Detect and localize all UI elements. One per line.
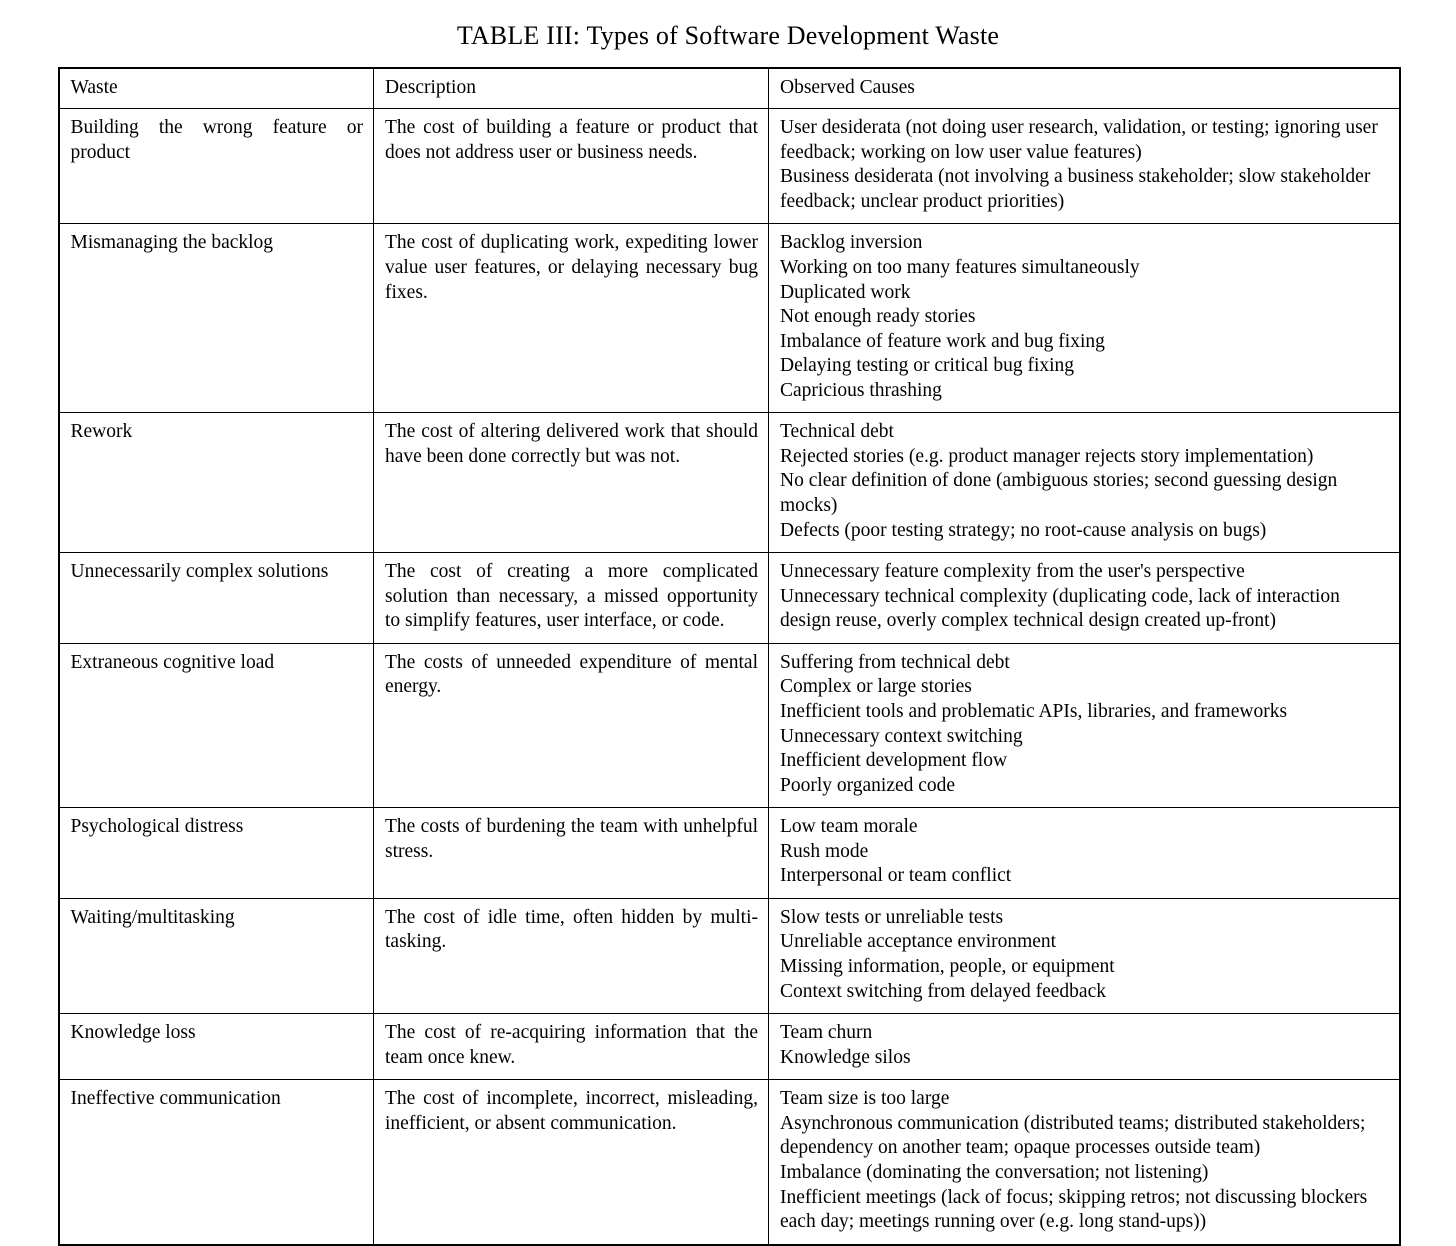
waste-name-cell xyxy=(59,898,374,1013)
waste-description-text: The cost of building a feature or product that does not address user or business needs. xyxy=(385,117,758,163)
waste-name-text: Unnecessarily complex solutions xyxy=(70,561,329,583)
observed-cause-item: Defects (poor testing strategy; no root-cause analysis on bugs) xyxy=(780,519,1267,541)
observed-cause-item: Backlog inversion xyxy=(780,232,923,254)
observed-cause-item: Asynchronous communication (distributed teams; distributed stakeholders; dependency on another team; opaque processes outside team) xyxy=(780,1112,1366,1159)
waste-description-text: The costs of unneeded expenditure of mental energy. xyxy=(385,651,758,698)
column-header-waste: Waste xyxy=(59,68,374,109)
observed-cause-item: Rejected stories (e.g. product manager rejects story implementation) xyxy=(780,445,1314,467)
waste-description-cell xyxy=(374,1080,769,1245)
table-row xyxy=(59,1014,1400,1080)
observed-cause-item: Delaying testing or critical bug fixing xyxy=(780,355,1075,377)
waste-name-text: Psychological distress xyxy=(70,816,244,838)
observed-cause-item: Unnecessary feature complexity from the user's perspective xyxy=(780,561,1245,583)
column-header-causes: Observed Causes xyxy=(769,68,1400,109)
table-row xyxy=(59,808,1400,899)
waste-description-cell xyxy=(374,413,769,553)
table-body xyxy=(59,109,1400,1245)
observed-cause-item: Slow tests or unreliable tests xyxy=(780,906,1004,928)
software-development-waste-table xyxy=(58,67,1401,1246)
observed-cause-item: Low team morale xyxy=(780,816,918,838)
observed-cause-item: Imbalance of feature work and bug fixing xyxy=(780,330,1105,352)
observed-cause-item: Inefficient development flow xyxy=(780,750,1008,772)
observed-cause-item: Duplicated work xyxy=(780,281,911,303)
waste-description-cell xyxy=(374,643,769,807)
waste-description-cell xyxy=(374,898,769,1013)
observed-causes-cell xyxy=(769,898,1400,1013)
observed-cause-item: Not enough ready stories xyxy=(780,306,976,328)
observed-cause-item: Unnecessary technical complexity (duplicating code, lack of interaction design reuse, overly complex technical design created up-front) xyxy=(780,585,1340,632)
waste-description-text: The cost of duplicating work, expediting lower value user features, or delaying necessary bug fixes. xyxy=(385,232,758,303)
observed-cause-item: Imbalance (dominating the conversation; not listening) xyxy=(780,1161,1209,1183)
observed-cause-item: Rush mode xyxy=(780,840,869,862)
waste-name-cell xyxy=(59,1080,374,1245)
waste-description-cell xyxy=(374,109,769,224)
table-caption: TABLE III: Types of Software Development Waste xyxy=(456,21,1000,50)
table-row xyxy=(59,898,1400,1013)
observed-cause-item: No clear definition of done (ambiguous stories; second guessing design mocks) xyxy=(780,470,1338,517)
waste-name-cell xyxy=(59,553,374,644)
waste-name-text: Extraneous cognitive load xyxy=(70,651,275,673)
observed-cause-item: Poorly organized code xyxy=(780,774,956,796)
observed-causes-cell xyxy=(769,643,1400,807)
header-row xyxy=(59,68,1400,109)
waste-name-cell xyxy=(59,808,374,899)
waste-description-text: The cost of creating a more complicated solution than necessary, a missed opportunity to simplify features, user interface, or code. xyxy=(385,561,758,632)
observed-cause-item: Technical debt xyxy=(780,421,894,443)
observed-causes-cell xyxy=(769,808,1400,899)
waste-name-cell xyxy=(59,643,374,807)
waste-description-text: The costs of burdening the team with unhelpful stress. xyxy=(385,816,758,862)
waste-description-text: The cost of incomplete, incorrect, misleading, inefficient, or absent communication. xyxy=(385,1088,758,1134)
table-row xyxy=(59,553,1400,644)
table-row xyxy=(59,413,1400,553)
waste-description-cell xyxy=(374,553,769,644)
observed-causes-cell xyxy=(769,1014,1400,1080)
observed-cause-item: Team size is too large xyxy=(780,1088,950,1110)
observed-cause-item: Team churn xyxy=(780,1022,873,1044)
table-row xyxy=(59,224,1400,413)
waste-name-text: Rework xyxy=(70,421,133,443)
observed-cause-item: Unreliable acceptance environment xyxy=(780,931,1057,953)
waste-name-cell xyxy=(59,224,374,413)
observed-cause-item: Suffering from technical debt xyxy=(780,651,1010,673)
table-row xyxy=(59,109,1400,224)
waste-name-cell xyxy=(59,109,374,224)
observed-cause-item: Knowledge silos xyxy=(780,1046,911,1068)
observed-cause-item: Context switching from delayed feedback xyxy=(780,980,1106,1002)
observed-cause-item: Inefficient meetings (lack of focus; skipping retros; not discussing blockers each day; meetings running over (e.g. long stand-ups)) xyxy=(780,1186,1368,1233)
observed-cause-item: Missing information, people, or equipment xyxy=(780,956,1115,978)
waste-description-text: The cost of re-acquiring information that the team once knew. xyxy=(385,1022,758,1068)
observed-cause-item: Capricious thrashing xyxy=(780,379,942,401)
observed-cause-item: Unnecessary context switching xyxy=(780,725,1023,747)
observed-cause-item: Inefficient tools and problematic APIs, libraries, and frameworks xyxy=(780,700,1288,722)
table-row xyxy=(59,1080,1400,1245)
observed-cause-item: User desiderata (not doing user research, validation, or testing; ignoring user feedback; working on low user value features) xyxy=(780,117,1378,163)
observed-causes-cell xyxy=(769,224,1400,413)
observed-causes-cell xyxy=(769,109,1400,224)
waste-description-text: The cost of altering delivered work that should have been done correctly but was not. xyxy=(385,421,758,467)
waste-name-text: Mismanaging the backlog xyxy=(70,232,274,254)
observed-causes-cell xyxy=(769,413,1400,553)
observed-cause-item: Complex or large stories xyxy=(780,676,972,698)
table-row xyxy=(59,643,1400,807)
waste-description-cell xyxy=(374,224,769,413)
observed-cause-item: Working on too many features simultaneously xyxy=(780,256,1140,278)
waste-name-text: Knowledge loss xyxy=(70,1022,196,1044)
waste-name-text: Building the wrong feature or product xyxy=(70,117,363,163)
waste-name-cell xyxy=(59,1014,374,1080)
waste-description-cell xyxy=(374,1014,769,1080)
waste-name-text: Waiting/multitasking xyxy=(70,906,235,928)
waste-description-text: The cost of idle time, often hidden by multi-tasking. xyxy=(385,906,758,953)
column-header-description: Description xyxy=(374,68,769,109)
observed-causes-cell xyxy=(769,553,1400,644)
waste-name-cell xyxy=(59,413,374,553)
table-container xyxy=(58,67,1399,1246)
observed-causes-cell xyxy=(769,1080,1400,1245)
waste-name-text: Ineffective communication xyxy=(70,1088,281,1110)
table-header xyxy=(59,68,1400,109)
observed-cause-item: Interpersonal or team conflict xyxy=(780,865,1012,887)
observed-cause-item: Business desiderata (not involving a business stakeholder; slow stakeholder feedback; unclear product priorities) xyxy=(780,166,1371,212)
waste-description-cell xyxy=(374,808,769,899)
